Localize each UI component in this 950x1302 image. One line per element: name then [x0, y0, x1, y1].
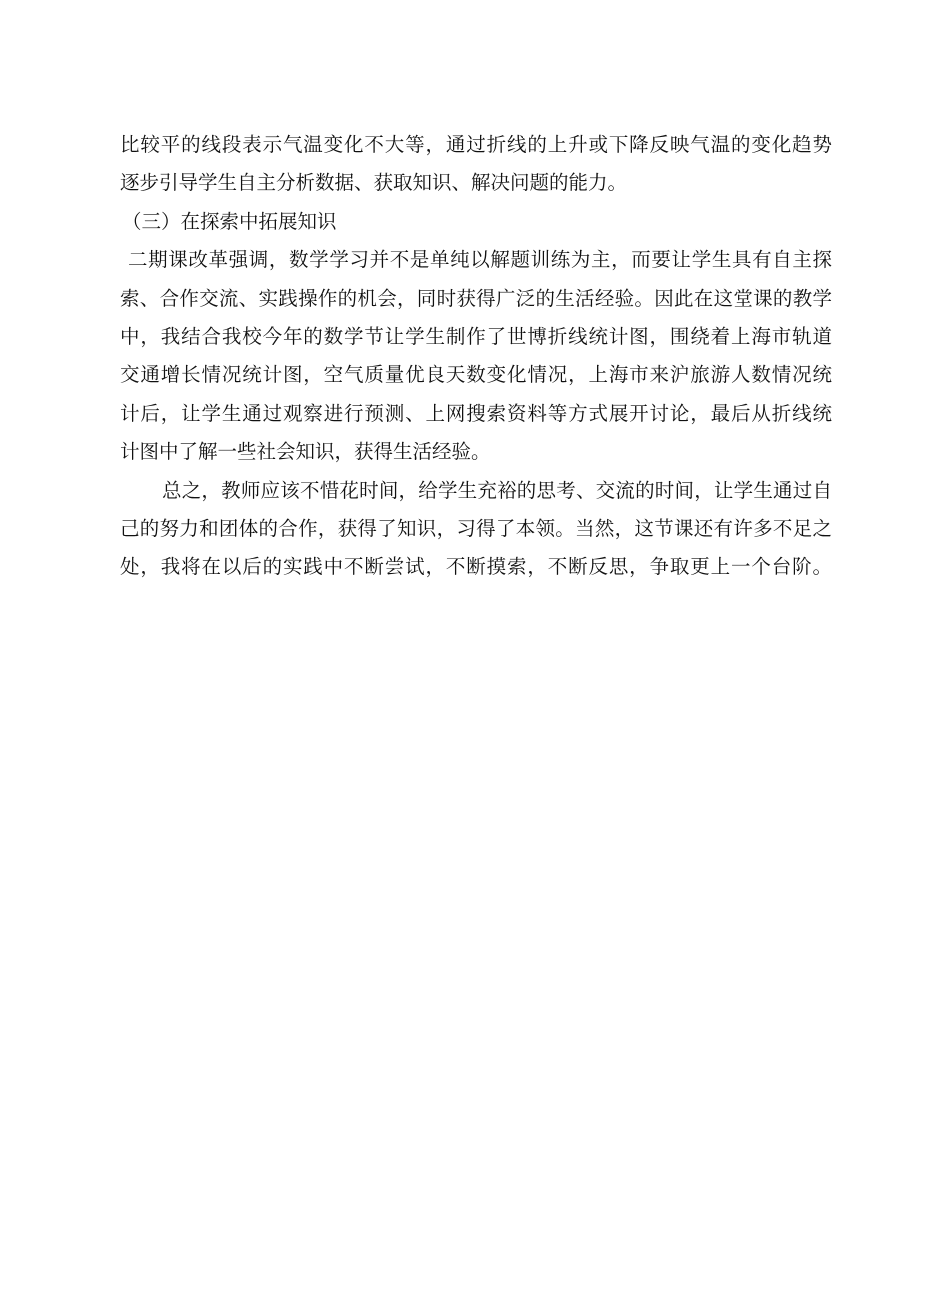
text-line: 计后，让学生通过观察进行预测、上网搜索资料等方式展开讨论，最后从折线统: [120, 401, 832, 425]
text-line: 交通增长情况统计图，空气质量优良天数变化情况，上海市来沪旅游人数情况统: [120, 363, 832, 387]
text-line: 总之，教师应该不惜花时间，给学生充裕的思考、交流的时间，让学生通过自: [162, 478, 832, 502]
text-line: 逐步引导学生自主分析数据、获取知识、解决问题的能力。: [120, 171, 628, 195]
text-line: 处，我将在以后的实践中不断尝试，不断摸索，不断反思，争取更上一个台阶。: [120, 555, 832, 579]
text-line: 己的努力和团体的合作，获得了知识，习得了本领。当然，这节课还有许多不足之: [120, 516, 832, 540]
document-body: [120, 126, 832, 587]
text-line: 中，我结合我校今年的数学节让学生制作了世博折线统计图，围绕着上海市轨道: [120, 324, 832, 348]
paragraph-summary: [120, 472, 832, 587]
text-line: 计图中了解一些社会知识，获得生活经验。: [120, 440, 491, 464]
paragraph-reform: [120, 241, 832, 471]
paragraph-continued: [120, 126, 832, 203]
text-line: 索、合作交流、实践操作的机会，同时获得广泛的生活经验。因此在这堂课的教学: [120, 286, 832, 310]
section-heading: [120, 203, 832, 241]
text-line: 比较平的线段表示气温变化不大等，通过折线的上升或下降反映气温的变化趋势: [120, 133, 832, 156]
text-line: 二期课改革强调，数学学习并不是单纯以解题训练为主，而要让学生具有自主探: [128, 248, 832, 272]
section-heading-text: （三）在探索中拓展知识: [122, 209, 337, 233]
